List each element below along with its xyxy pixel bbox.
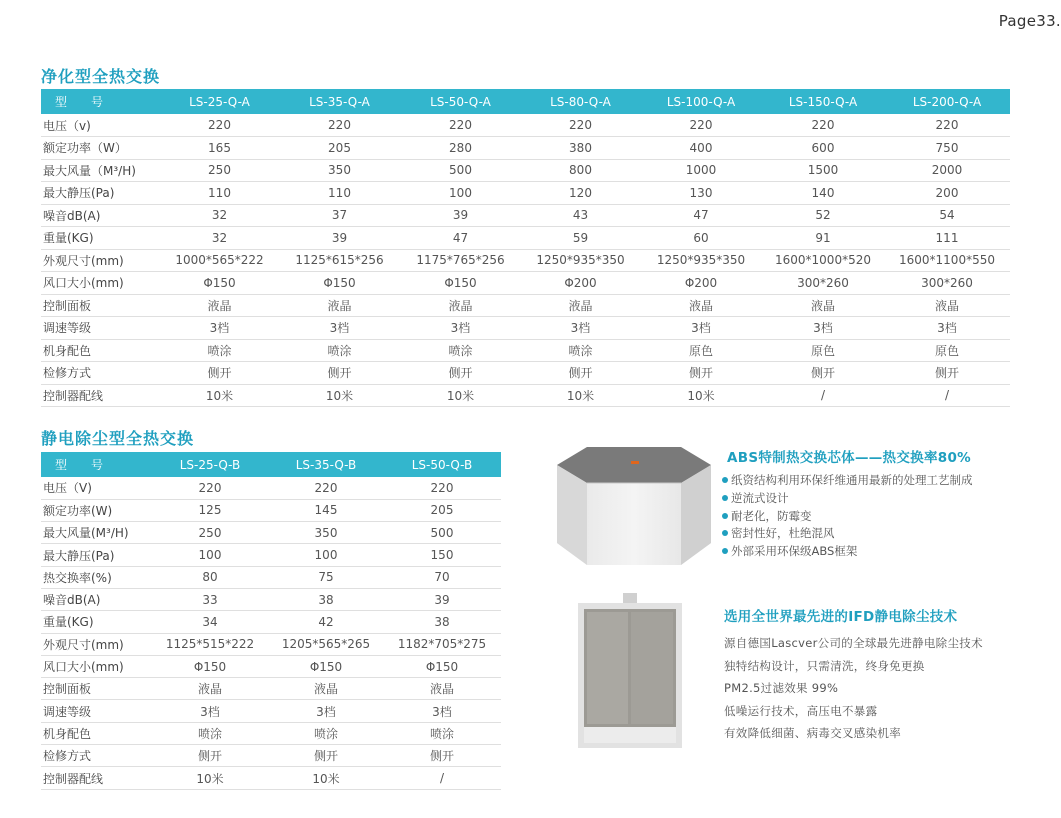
table-cell: 液晶 [640, 294, 762, 317]
row-label: 最大风量(M³/H) [41, 522, 151, 544]
row-label: 重量(KG) [41, 227, 160, 250]
table-cell: 300*260 [884, 272, 1010, 295]
row-label: 风口大小(mm) [41, 272, 160, 295]
table-cell: 34 [151, 611, 269, 633]
feature1-item: 逆流式设计 [722, 490, 973, 508]
table-row [41, 544, 501, 566]
row-label: 检修方式 [41, 745, 151, 767]
table-row [41, 633, 501, 655]
feature1-list [722, 472, 973, 561]
table-cell: Φ150 [383, 655, 501, 677]
table-header-row [41, 89, 1010, 114]
table-cell: 侧开 [383, 745, 501, 767]
table-cell: 3档 [521, 317, 640, 340]
table-row [41, 722, 501, 744]
table-cell: 47 [400, 227, 521, 250]
feature2-item: 低噪运行技术，高压电不暴露 [724, 703, 878, 718]
header-cell: LS-50-Q-A [400, 89, 521, 114]
header-cell: LS-35-Q-B [269, 452, 383, 477]
table-cell: 250 [160, 159, 279, 182]
table-cell: 145 [269, 499, 383, 521]
table-row [41, 227, 1010, 250]
table-cell: Φ150 [279, 272, 400, 295]
table-row [41, 588, 501, 610]
page-number: Page33. [998, 12, 1061, 30]
feature1-item: 密封性好，杜绝混风 [722, 525, 973, 543]
table-cell: 220 [383, 477, 501, 499]
table-cell: 750 [884, 137, 1010, 160]
table-cell: 100 [400, 182, 521, 205]
table-cell: 液晶 [762, 294, 884, 317]
table-row [41, 384, 1010, 407]
table-cell: 125 [151, 499, 269, 521]
table-row [41, 611, 501, 633]
row-label: 检修方式 [41, 362, 160, 385]
header-cell: LS-35-Q-A [279, 89, 400, 114]
table-cell: 220 [279, 114, 400, 137]
table-cell: 150 [383, 544, 501, 566]
table-cell: 43 [521, 204, 640, 227]
table-cell: 3档 [383, 700, 501, 722]
table-cell: 喷涂 [400, 339, 521, 362]
table-row [41, 362, 1010, 385]
table-cell: 1600*1000*520 [762, 249, 884, 272]
table-cell: 1600*1100*550 [884, 249, 1010, 272]
table-cell: 10米 [400, 384, 521, 407]
bullet-dot-icon [722, 548, 728, 554]
table-cell: 110 [160, 182, 279, 205]
table-cell: 54 [884, 204, 1010, 227]
table-cell: 侧开 [160, 362, 279, 385]
table-cell: 喷涂 [160, 339, 279, 362]
feature2-item: 有效降低细菌、病毒交叉感染机率 [724, 726, 901, 740]
table-cell: 液晶 [383, 678, 501, 700]
table-cell: 220 [884, 114, 1010, 137]
table-cell: 1125*515*222 [151, 633, 269, 655]
table-cell: 165 [160, 137, 279, 160]
table-cell: 液晶 [521, 294, 640, 317]
feature1-item: 耐老化，防霉变 [722, 508, 973, 526]
table-row [41, 745, 501, 767]
header-cell: LS-80-Q-A [521, 89, 640, 114]
table-row [41, 294, 1010, 317]
table-cell: 1250*935*350 [521, 249, 640, 272]
row-label: 机身配色 [41, 722, 151, 744]
table-cell: 380 [521, 137, 640, 160]
table-row [41, 477, 501, 499]
row-label: 最大风量（M³/H) [41, 159, 160, 182]
table-row [41, 249, 1010, 272]
table-cell: 侧开 [269, 745, 383, 767]
table-cell: 3档 [269, 700, 383, 722]
row-label: 控制面板 [41, 678, 151, 700]
row-label: 控制器配线 [41, 767, 151, 789]
table-cell: 液晶 [884, 294, 1010, 317]
table-cell: 10米 [269, 767, 383, 789]
table-cell: 1500 [762, 159, 884, 182]
table-row [41, 272, 1010, 295]
table-cell: 140 [762, 182, 884, 205]
row-label: 电压（V) [41, 477, 151, 499]
table-cell: 液晶 [400, 294, 521, 317]
table-cell: Φ150 [400, 272, 521, 295]
row-label: 控制器配线 [41, 384, 160, 407]
table-cell: 220 [521, 114, 640, 137]
table-cell: 喷涂 [383, 722, 501, 744]
feature2-item: PM2.5过滤效果 99% [724, 681, 839, 695]
table-row [41, 317, 1010, 340]
row-label: 风口大小(mm) [41, 655, 151, 677]
table-cell: Φ150 [160, 272, 279, 295]
table-row [41, 522, 501, 544]
table-cell: 110 [279, 182, 400, 205]
row-label: 调速等级 [41, 700, 151, 722]
table-cell: 10米 [160, 384, 279, 407]
table-cell: 400 [640, 137, 762, 160]
table-cell: Φ150 [269, 655, 383, 677]
table-cell: 39 [400, 204, 521, 227]
row-label: 额定功率(W) [41, 499, 151, 521]
table-cell: 原色 [884, 339, 1010, 362]
table-cell: 侧开 [521, 362, 640, 385]
table-cell: 1000*565*222 [160, 249, 279, 272]
table-cell: 200 [884, 182, 1010, 205]
row-label: 重量(KG) [41, 611, 151, 633]
table-cell: 液晶 [279, 294, 400, 317]
table-cell: 220 [160, 114, 279, 137]
row-label: 噪音dB(A) [41, 204, 160, 227]
table-cell: 10米 [279, 384, 400, 407]
table-cell: 39 [279, 227, 400, 250]
table1-title: 净化型全热交换 [41, 67, 161, 86]
table-cell: 350 [269, 522, 383, 544]
table-cell: 130 [640, 182, 762, 205]
table-cell: 喷涂 [521, 339, 640, 362]
table-cell: 120 [521, 182, 640, 205]
table-cell: 32 [160, 204, 279, 227]
table-cell: 1175*765*256 [400, 249, 521, 272]
bullet-dot-icon [722, 513, 728, 519]
table-cell: 80 [151, 566, 269, 588]
table-cell: 1250*935*350 [640, 249, 762, 272]
feature1-item: 外部采用环保级ABS框架 [722, 543, 973, 561]
table-row [41, 566, 501, 588]
table-cell: / [762, 384, 884, 407]
table-cell: / [884, 384, 1010, 407]
header-cell: LS-150-Q-A [762, 89, 884, 114]
row-label: 额定功率（W） [41, 137, 160, 160]
feature1-title: ABS特制热交换芯体——热交换率80% [727, 450, 971, 466]
table-cell: 52 [762, 204, 884, 227]
electrostatic-filter-image [575, 593, 685, 748]
table-row [41, 767, 501, 789]
table-cell: 3档 [400, 317, 521, 340]
table-cell: 100 [151, 544, 269, 566]
row-label: 机身配色 [41, 339, 160, 362]
table-cell: 3档 [279, 317, 400, 340]
table-header-row [41, 452, 501, 477]
table-cell: 70 [383, 566, 501, 588]
table-cell: 39 [383, 588, 501, 610]
table-cell: 800 [521, 159, 640, 182]
table-cell: 600 [762, 137, 884, 160]
table-cell: 205 [279, 137, 400, 160]
table-cell: Φ150 [151, 655, 269, 677]
table-cell: 38 [269, 588, 383, 610]
table-row [41, 655, 501, 677]
table-cell: 33 [151, 588, 269, 610]
table-cell: 侧开 [762, 362, 884, 385]
table-cell: 10米 [151, 767, 269, 789]
table-row [41, 678, 501, 700]
table-row [41, 700, 501, 722]
bullet-dot-icon [722, 495, 728, 501]
table-cell: 37 [279, 204, 400, 227]
table-cell: 液晶 [269, 678, 383, 700]
table-cell: 220 [400, 114, 521, 137]
feature1-item: 纸资结构利用环保纤维通用最新的处理工艺制成 [722, 472, 973, 490]
table-row [41, 114, 1010, 137]
table-cell: 10米 [640, 384, 762, 407]
table-cell: 液晶 [151, 678, 269, 700]
row-label: 最大静压(Pa) [41, 544, 151, 566]
table-row [41, 339, 1010, 362]
table-cell: 100 [269, 544, 383, 566]
table-cell: 250 [151, 522, 269, 544]
purification-spec-table [41, 89, 1010, 407]
table-cell: 液晶 [160, 294, 279, 317]
table-cell: 侧开 [884, 362, 1010, 385]
table-cell: Φ200 [640, 272, 762, 295]
header-model: 型 号 [41, 89, 160, 114]
table-cell: 侧开 [279, 362, 400, 385]
table-cell: 原色 [762, 339, 884, 362]
table-cell: 32 [160, 227, 279, 250]
table-cell: 300*260 [762, 272, 884, 295]
table-cell: 350 [279, 159, 400, 182]
table-cell: / [383, 767, 501, 789]
bullet-dot-icon [722, 477, 728, 483]
header-cell: LS-100-Q-A [640, 89, 762, 114]
row-label: 最大静压(Pa) [41, 182, 160, 205]
table-cell: 280 [400, 137, 521, 160]
table-cell: 220 [640, 114, 762, 137]
table-cell: 38 [383, 611, 501, 633]
table-cell: 47 [640, 204, 762, 227]
table-cell: 220 [269, 477, 383, 499]
heat-exchange-core-image [557, 447, 711, 565]
table-row [41, 182, 1010, 205]
table-cell: 3档 [151, 700, 269, 722]
feature2-item: 源自德国Lascver公司的全球最先进静电除尘技术 [724, 636, 983, 650]
header-cell: LS-25-Q-A [160, 89, 279, 114]
feature2-list [724, 632, 983, 745]
table-cell: 喷涂 [279, 339, 400, 362]
table-cell: 2000 [884, 159, 1010, 182]
table-cell: 60 [640, 227, 762, 250]
table-cell: 侧开 [640, 362, 762, 385]
table-row [41, 204, 1010, 227]
table-cell: Φ200 [521, 272, 640, 295]
table2-title: 静电除尘型全热交换 [41, 429, 195, 448]
table-cell: 3档 [884, 317, 1010, 340]
table-cell: 1205*565*265 [269, 633, 383, 655]
feature2-title: 选用全世界最先进的IFD静电除尘技术 [724, 609, 958, 625]
table-cell: 喷涂 [269, 722, 383, 744]
table-row [41, 159, 1010, 182]
row-label: 控制面板 [41, 294, 160, 317]
table-cell: 500 [383, 522, 501, 544]
row-label: 热交换率(%) [41, 566, 151, 588]
electrostatic-spec-table [41, 452, 501, 790]
table-cell: 原色 [640, 339, 762, 362]
table-cell: 220 [762, 114, 884, 137]
feature2-item: 独特结构设计，只需清洗，终身免更换 [724, 658, 925, 673]
table-cell: 侧开 [151, 745, 269, 767]
table-cell: 3档 [640, 317, 762, 340]
table-cell: 220 [151, 477, 269, 499]
table-cell: 1125*615*256 [279, 249, 400, 272]
table-cell: 3档 [160, 317, 279, 340]
table-cell: 91 [762, 227, 884, 250]
table-cell: 59 [521, 227, 640, 250]
table-cell: 侧开 [400, 362, 521, 385]
table-cell: 1000 [640, 159, 762, 182]
header-cell: LS-25-Q-B [151, 452, 269, 477]
header-cell: LS-50-Q-B [383, 452, 501, 477]
row-label: 调速等级 [41, 317, 160, 340]
table-cell: 3档 [762, 317, 884, 340]
bullet-dot-icon [722, 530, 728, 536]
header-cell: LS-200-Q-A [884, 89, 1010, 114]
table-cell: 75 [269, 566, 383, 588]
table-cell: 1182*705*275 [383, 633, 501, 655]
header-model: 型 号 [41, 452, 151, 477]
row-label: 电压（v) [41, 114, 160, 137]
table-cell: 205 [383, 499, 501, 521]
table-cell: 500 [400, 159, 521, 182]
row-label: 噪音dB(A) [41, 588, 151, 610]
row-label: 外观尺寸(mm) [41, 249, 160, 272]
table-cell: 111 [884, 227, 1010, 250]
row-label: 外观尺寸(mm) [41, 633, 151, 655]
table-row [41, 499, 501, 521]
table-cell: 42 [269, 611, 383, 633]
table-row [41, 137, 1010, 160]
table-cell: 喷涂 [151, 722, 269, 744]
table-cell: 10米 [521, 384, 640, 407]
